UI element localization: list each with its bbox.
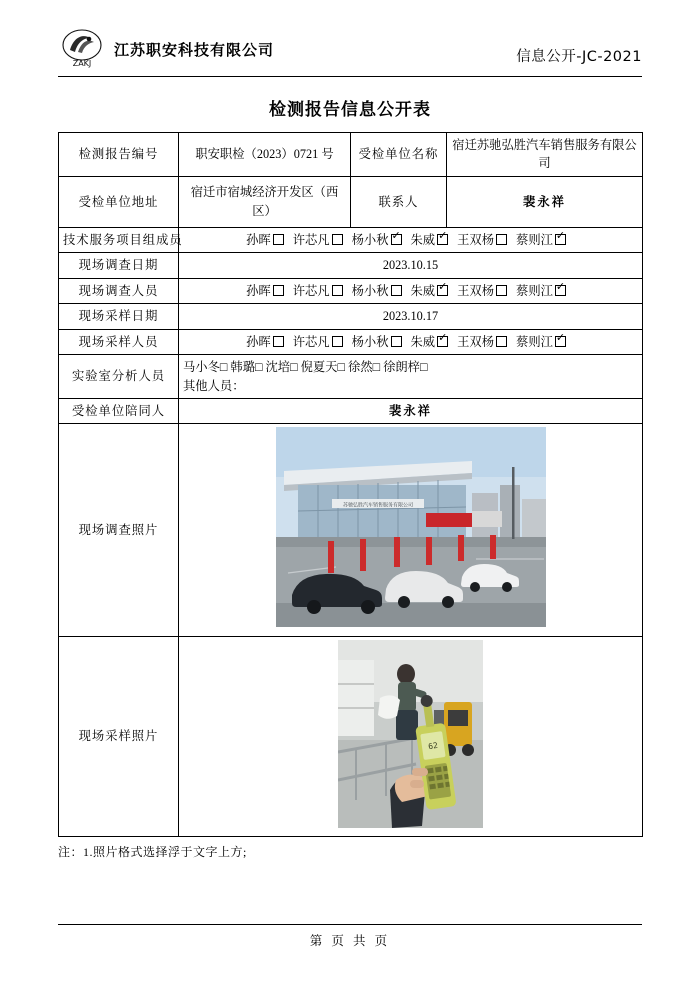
header-left — [58, 28, 274, 70]
checkbox-empty-icon[interactable] — [496, 234, 507, 245]
staff-checkbox-item[interactable] — [411, 284, 458, 298]
checkbox-checked-icon[interactable] — [555, 336, 566, 347]
table-row-address — [59, 176, 643, 227]
svg-text:ZAKJ: ZAKJ — [72, 59, 92, 68]
staff-name: 许芯凡 — [292, 283, 330, 298]
staff-checkbox-item[interactable] — [516, 233, 575, 247]
table-row-sampling-staff — [59, 329, 643, 354]
staff-checkbox-item[interactable] — [246, 284, 293, 298]
sampling-staff-label: 现场采样人员 — [59, 329, 179, 354]
staff-checkbox-item[interactable] — [246, 335, 293, 349]
staff-checkbox-item[interactable] — [516, 284, 575, 298]
sampling-date-value: 2023.10.17 — [179, 304, 643, 329]
checkbox-checked-icon[interactable] — [437, 234, 448, 245]
page-header — [58, 28, 642, 74]
address-value: 宿迁市宿城经济开发区（西区） — [179, 176, 351, 227]
contact-label: 联系人 — [351, 176, 447, 227]
staff-name: 朱威 — [410, 283, 436, 298]
table-row-survey-date — [59, 253, 643, 278]
staff-checkbox-item[interactable] — [352, 284, 411, 298]
checkbox-checked-icon[interactable] — [437, 285, 448, 296]
table-row-sampling-photo — [59, 636, 643, 836]
staff-list-sampling — [246, 335, 575, 349]
table-row-survey-staff — [59, 278, 643, 303]
sampling-photo-cell — [179, 636, 643, 836]
tech-team-value — [179, 227, 643, 252]
report-no-value: 职安职检（2023）0721 号 — [179, 133, 351, 177]
table-row-tech-team — [59, 227, 643, 252]
survey-photo-image — [276, 427, 546, 627]
page-footer — [58, 924, 642, 949]
table-row-lab-staff — [59, 355, 643, 399]
company-name: 江苏职安科技有限公司 — [114, 40, 275, 59]
staff-list-tech — [246, 233, 575, 247]
sampling-date-label: 现场采样日期 — [59, 304, 179, 329]
staff-name: 许芯凡 — [292, 334, 330, 349]
tech-team-label: 技术服务项目组成员 — [59, 227, 179, 252]
lab-staff-label: 实验室分析人员 — [59, 355, 179, 399]
staff-checkbox-item[interactable] — [457, 335, 516, 349]
svg-text:苏驰弘胜汽车销售服务有限公司: 苏驰弘胜汽车销售服务有限公司 — [342, 502, 413, 509]
staff-checkbox-item[interactable] — [246, 233, 293, 247]
survey-photo-cell — [179, 424, 643, 636]
staff-name: 王双杨 — [457, 283, 495, 298]
accompany-label: 受检单位陪同人 — [59, 398, 179, 423]
footer-divider — [58, 924, 642, 925]
staff-name: 朱威 — [410, 334, 436, 349]
staff-list-survey — [246, 284, 575, 298]
staff-name: 孙晖 — [246, 283, 271, 298]
report-no-label: 检测报告编号 — [59, 133, 179, 177]
staff-checkbox-item[interactable] — [411, 233, 458, 247]
sampling-photo-image — [338, 640, 483, 828]
sampling-photo-label: 现场采样照片 — [59, 636, 179, 836]
staff-checkbox-item[interactable] — [352, 335, 411, 349]
staff-name: 蔡则江 — [516, 232, 553, 247]
checkbox-empty-icon[interactable] — [391, 336, 402, 347]
staff-name: 许芯凡 — [292, 232, 330, 247]
survey-photo-label: 现场调查照片 — [59, 424, 179, 636]
checkbox-empty-icon[interactable] — [496, 336, 507, 347]
staff-name: 杨小秋 — [351, 334, 389, 349]
survey-date-value: 2023.10.15 — [179, 253, 643, 278]
checkbox-empty-icon[interactable] — [391, 285, 402, 296]
staff-name: 杨小秋 — [351, 283, 389, 298]
table-row-sampling-date — [59, 304, 643, 329]
staff-name: 王双杨 — [457, 334, 495, 349]
page-number: 第 页 共 页 — [309, 934, 391, 948]
svg-text:62: 62 — [427, 740, 439, 751]
staff-name: 孙晖 — [246, 232, 271, 247]
staff-checkbox-item[interactable] — [352, 233, 411, 247]
checkbox-empty-icon[interactable] — [332, 285, 343, 296]
lab-staff-line-1: 马小冬□ 韩璐□ 沈培□ 倪夏天□ 徐然□ 徐朗梓□ — [183, 360, 428, 375]
staff-name: 杨小秋 — [351, 232, 389, 247]
checkbox-checked-icon[interactable] — [437, 336, 448, 347]
lab-staff-value — [179, 355, 643, 399]
accompany-value: 裴永祥 — [179, 398, 643, 423]
table-row-accompany — [59, 398, 643, 423]
table-row-report-no — [59, 133, 643, 177]
checkbox-empty-icon[interactable] — [332, 336, 343, 347]
staff-checkbox-item[interactable] — [516, 335, 575, 349]
page-title: 检测报告信息公开表 — [269, 100, 431, 120]
checkbox-checked-icon[interactable] — [391, 234, 402, 245]
document-code: 信息公开-JC-2021 — [516, 49, 642, 65]
staff-name: 孙晖 — [246, 334, 271, 349]
survey-staff-value — [179, 278, 643, 303]
checkbox-empty-icon[interactable] — [332, 234, 343, 245]
sampling-staff-value — [179, 329, 643, 354]
staff-checkbox-item[interactable] — [411, 335, 458, 349]
survey-date-label: 现场调查日期 — [59, 253, 179, 278]
survey-staff-label: 现场调查人员 — [59, 278, 179, 303]
lab-staff-line-2: 其他人员： — [183, 378, 245, 393]
address-label: 受检单位地址 — [59, 176, 179, 227]
staff-name: 王双杨 — [457, 232, 495, 247]
table-row-survey-photo — [59, 424, 643, 636]
staff-name: 蔡则江 — [516, 334, 553, 349]
staff-checkbox-item[interactable] — [457, 284, 516, 298]
staff-name: 朱威 — [410, 232, 436, 247]
staff-checkbox-item[interactable] — [293, 335, 352, 349]
staff-checkbox-item[interactable] — [293, 233, 352, 247]
staff-name: 蔡则江 — [516, 283, 553, 298]
checkbox-empty-icon[interactable] — [496, 285, 507, 296]
checkbox-checked-icon[interactable] — [555, 285, 566, 296]
checkbox-checked-icon[interactable] — [555, 234, 566, 245]
info-table — [58, 132, 643, 837]
company-logo-icon — [58, 28, 106, 70]
checkbox-empty-icon[interactable] — [273, 336, 284, 347]
checkbox-empty-icon[interactable] — [273, 285, 284, 296]
staff-checkbox-item[interactable] — [457, 233, 516, 247]
header-divider — [58, 76, 642, 77]
client-label: 受检单位名称 — [351, 133, 447, 177]
contact-value: 裴永祥 — [447, 176, 643, 227]
table-note: 注：1.照片格式选择浮于文字上方; — [58, 845, 247, 860]
staff-checkbox-item[interactable] — [293, 284, 352, 298]
client-value: 宿迁苏驰弘胜汽车销售服务有限公司 — [447, 133, 643, 177]
checkbox-empty-icon[interactable] — [273, 234, 284, 245]
